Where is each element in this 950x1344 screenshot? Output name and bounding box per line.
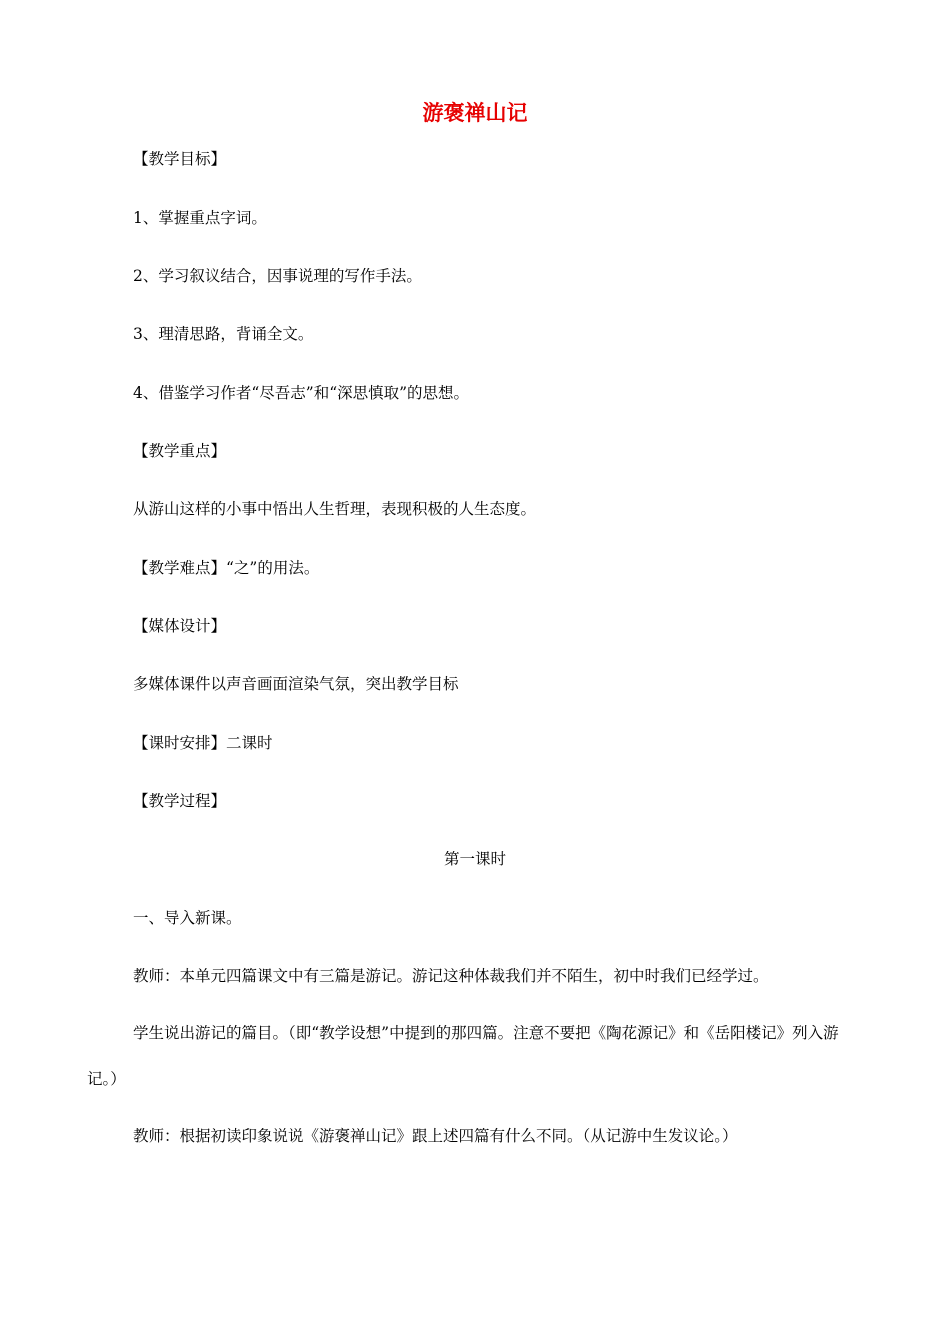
heading-teaching-goals: 【教学目标】 <box>133 150 227 168</box>
media-design-text: 多媒体课件以声音画面渲染气氛，突出教学目标 <box>133 675 459 693</box>
teaching-focus-text: 从游山这样的小事中悟出人生哲理，表现积极的人生态度。 <box>133 500 537 518</box>
goal-item-3: 3、理清思路，背诵全文。 <box>133 325 314 343</box>
heading-media-design: 【媒体设计】 <box>133 617 227 635</box>
goal-item-2: 2、学习叙议结合，因事说理的写作手法。 <box>133 267 422 285</box>
body-paragraph-students: 学生说出游记的篇目。（即“教学设想”中提到的那四篇。注意不要把《陶花源记》和《岳阳楼记》列入游记。） <box>87 1024 839 1088</box>
heading-teaching-difficulty: 【教学难点】“之”的用法。 <box>133 559 320 577</box>
body-paragraph-teacher-2: 教师：根据初读印象说说《游褒禅山记》跟上述四篇有什么不同。（从记游中生发议论。） <box>133 1127 738 1145</box>
document-title: 游褒禅山记 <box>422 101 528 125</box>
heading-lesson-schedule: 【课时安排】二课时 <box>133 734 273 752</box>
goal-item-1: 1、掌握重点字词。 <box>133 209 267 227</box>
section-heading: 第一课时 <box>443 850 506 868</box>
heading-teaching-process: 【教学过程】 <box>133 792 227 810</box>
goal-item-4: 4、借鉴学习作者“尽吾志”和“深思慎取”的思想。 <box>133 384 470 402</box>
body-paragraph-teacher-1: 教师：本单元四篇课文中有三篇是游记。游记这种体裁我们并不陌生，初中时我们已经学过。 <box>133 967 769 985</box>
body-step-1: 一、导入新课。 <box>133 909 242 927</box>
heading-teaching-focus: 【教学重点】 <box>133 442 227 460</box>
